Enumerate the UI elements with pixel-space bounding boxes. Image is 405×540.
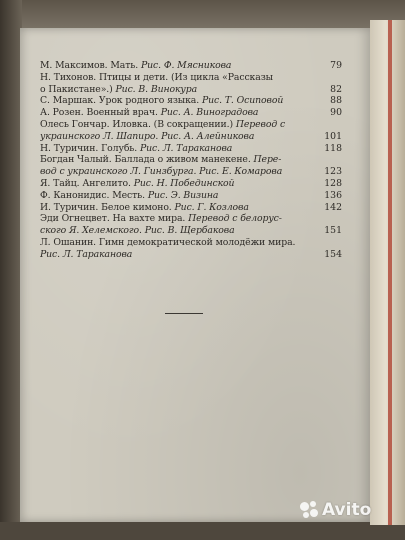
toc-entry-title: Н. Туричин. Голубь. — [40, 142, 140, 154]
toc-entry-illustrator: Рис. Г. Козлова — [174, 201, 249, 213]
toc-entry-illustrator: Пере- — [253, 154, 282, 166]
toc-entry — [40, 95, 342, 107]
toc-page-number: 101 — [324, 130, 342, 142]
toc-entry — [40, 178, 342, 190]
toc-page-number: 154 — [324, 248, 342, 260]
toc-entry — [40, 237, 342, 249]
toc-entry-title: М. Максимов. Мать. — [40, 60, 141, 71]
toc-page-number: 88 — [330, 95, 342, 107]
background-top — [0, 0, 405, 30]
toc-entry-title: С. Маршак. Урок родного языка. — [40, 95, 202, 107]
toc-page-number: 79 — [330, 60, 342, 71]
toc-entry-title: Олесь Гончар. Иловка. (В сокращении.) — [40, 118, 236, 130]
toc-entry-title: Л. Ошанин. Гимн демократической молодёжи мира. — [40, 236, 296, 248]
toc-entry-title: И. Туричин. Белое кимоно. — [40, 201, 175, 213]
toc-entry-title: Н. Тихонов. Птицы и дети. (Из цикла «Рассказы — [40, 71, 273, 83]
toc-page-number: 128 — [324, 177, 342, 189]
toc-entry-title: о Пакистане».) — [40, 83, 116, 95]
toc-entry — [40, 213, 342, 225]
toc-entry — [40, 190, 342, 202]
toc-entry — [40, 60, 342, 72]
toc-entry-title: Богдан Чалый. Баллада о живом манекене. — [40, 154, 254, 166]
table-of-contents — [40, 60, 342, 261]
toc-entry-illustrator: Рис. В. Винокура — [115, 83, 198, 95]
toc-entry-title: Эди Огнецвет. На вахте мира. — [40, 213, 189, 225]
toc-page-number: 82 — [330, 83, 342, 95]
toc-entry-illustrator: Рис. Л. Тараканова — [140, 142, 233, 154]
toc-page-number: 142 — [324, 201, 342, 213]
toc-page-number: 90 — [330, 107, 342, 119]
toc-entry-illustrator: Рис. Л. Тараканова — [40, 248, 133, 260]
toc-entry — [40, 202, 342, 214]
toc-entry — [40, 84, 342, 96]
toc-entry-illustrator: вод с украинского Л. Гинзбурга. Рис. Е. Комарова — [40, 166, 283, 178]
toc-entry — [40, 119, 342, 131]
toc-entry-illustrator: Рис. Э. Визина — [147, 189, 219, 201]
toc-entry — [40, 166, 342, 178]
toc-entry-illustrator: Перевод с — [235, 118, 286, 130]
toc-entry — [40, 72, 342, 84]
toc-entry-title: Ф. Канонидис. Месть. — [40, 189, 148, 201]
toc-page-number: 136 — [324, 189, 342, 201]
toc-entry-illustrator: ского Я. Хелемского. Рис. В. Щербакова — [40, 225, 235, 237]
toc-entry-title: А. Розен. Военный врач. — [40, 107, 161, 119]
background-bottom — [0, 522, 405, 540]
toc-entry-illustrator: Перевод с белорус- — [188, 213, 282, 225]
avito-brand-text: Avito — [322, 500, 372, 520]
avito-watermark — [300, 500, 371, 520]
book-cover-stripe — [388, 20, 392, 525]
avito-logo-icon — [300, 501, 318, 519]
toc-entry-illustrator: Рис. А. Виноградова — [160, 107, 259, 119]
toc-page-number: 123 — [324, 166, 342, 178]
toc-entry-illustrator: Рис. Ф. Мясникова — [140, 60, 232, 71]
section-divider — [165, 313, 203, 314]
toc-page-number: 151 — [324, 225, 342, 237]
toc-entry-illustrator: Рис. Т. Осиповой — [201, 95, 284, 107]
toc-entry — [40, 107, 342, 119]
toc-page-number: 118 — [324, 142, 342, 154]
toc-entry — [40, 154, 342, 166]
toc-entry — [40, 131, 342, 143]
toc-entry — [40, 249, 342, 261]
book-page — [20, 28, 370, 522]
toc-entry-illustrator: украинского Л. Шапиро. Рис. А. Алейникова — [40, 130, 255, 142]
toc-entry-title: Я. Тайц. Ангелито. — [40, 177, 134, 189]
toc-entry — [40, 225, 342, 237]
book-spine-shadow — [0, 0, 22, 540]
toc-entry-illustrator: Рис. Н. Побединской — [133, 177, 235, 189]
toc-entry — [40, 143, 342, 155]
